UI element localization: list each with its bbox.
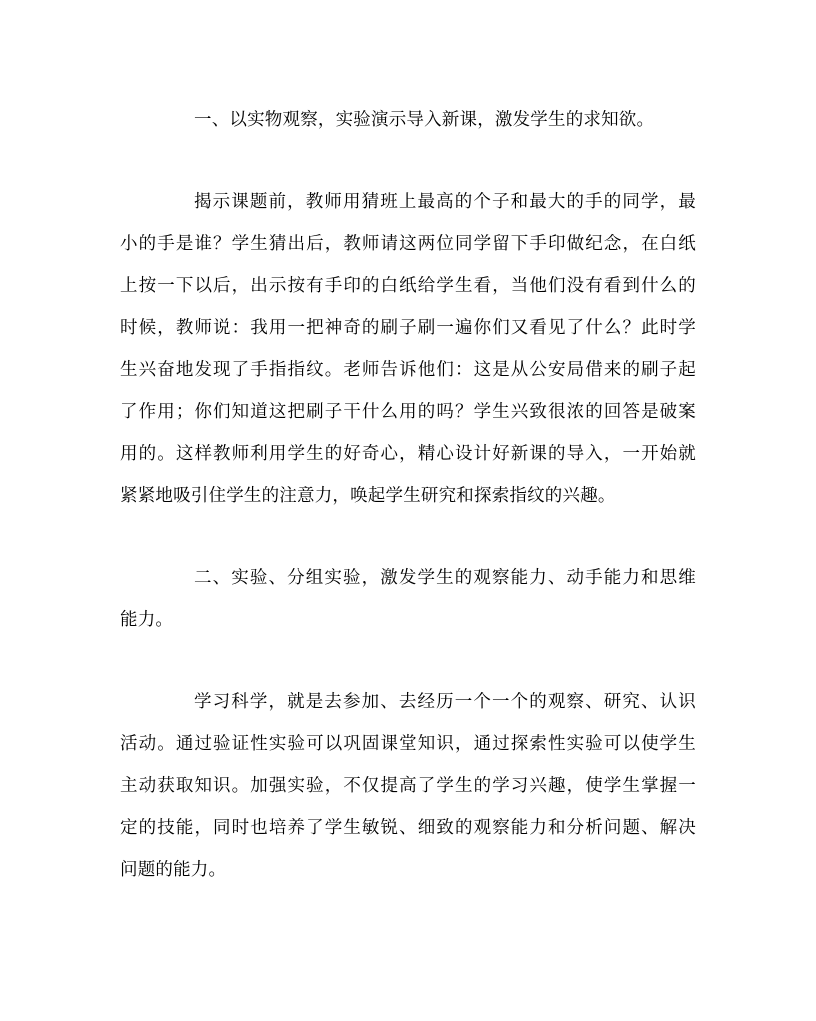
section-heading-2-line-1: 二、实验、分组实验，激发学生的观察能力、动手能力和思维	[194, 568, 696, 588]
paragraph-2-line-1: 学习科学，就是去参加、去经历一个一个的观察、研究、认识	[194, 692, 696, 712]
section-heading-2-line-2: 能力。	[120, 610, 174, 630]
paragraph-1-line-3: 上按一下以后，出示按有手印的白纸给学生看，当他们没有看到什么的	[120, 276, 696, 296]
paragraph-1-line-2: 小的手是谁？学生猜出后，教师请这两位同学留下手印做纪念，在白纸	[120, 234, 696, 254]
paragraph-1-line-1: 揭示课题前，教师用猜班上最高的个子和最大的手的同学，最	[194, 192, 696, 212]
paragraph-1-line-8: 紧紧地吸引住学生的注意力，唤起学生研究和探索指纹的兴趣。	[120, 486, 616, 506]
paragraph-2-line-4: 定的技能，同时也培养了学生敏锐、细致的观察能力和分析问题、解决	[120, 818, 696, 838]
paragraph-2-line-3: 主动获取知识。加强实验，不仅提高了学生的学习兴趣，使学生掌握一	[120, 776, 696, 796]
paragraph-1-line-4: 时候，教师说：我用一把神奇的刷子刷一遍你们又看见了什么？此时学	[120, 318, 696, 338]
paragraph-1-line-7: 用的。这样教师利用学生的好奇心，精心设计好新课的导入，一开始就	[120, 444, 696, 464]
paragraph-2-line-5: 问题的能力。	[120, 860, 227, 880]
paragraph-1-line-6: 了作用；你们知道这把刷子干什么用的吗？学生兴致很浓的回答是破案	[120, 402, 696, 422]
paragraph-2-line-2: 活动。通过验证性实验可以巩固课堂知识，通过探索性实验可以使学生	[120, 734, 696, 754]
section-heading-1: 一、以实物观察，实验演示导入新课，激发学生的求知欲。	[194, 110, 655, 130]
paragraph-1-line-5: 生兴奋地发现了手指指纹。老师告诉他们：这是从公安局借来的刷子起	[120, 360, 696, 380]
